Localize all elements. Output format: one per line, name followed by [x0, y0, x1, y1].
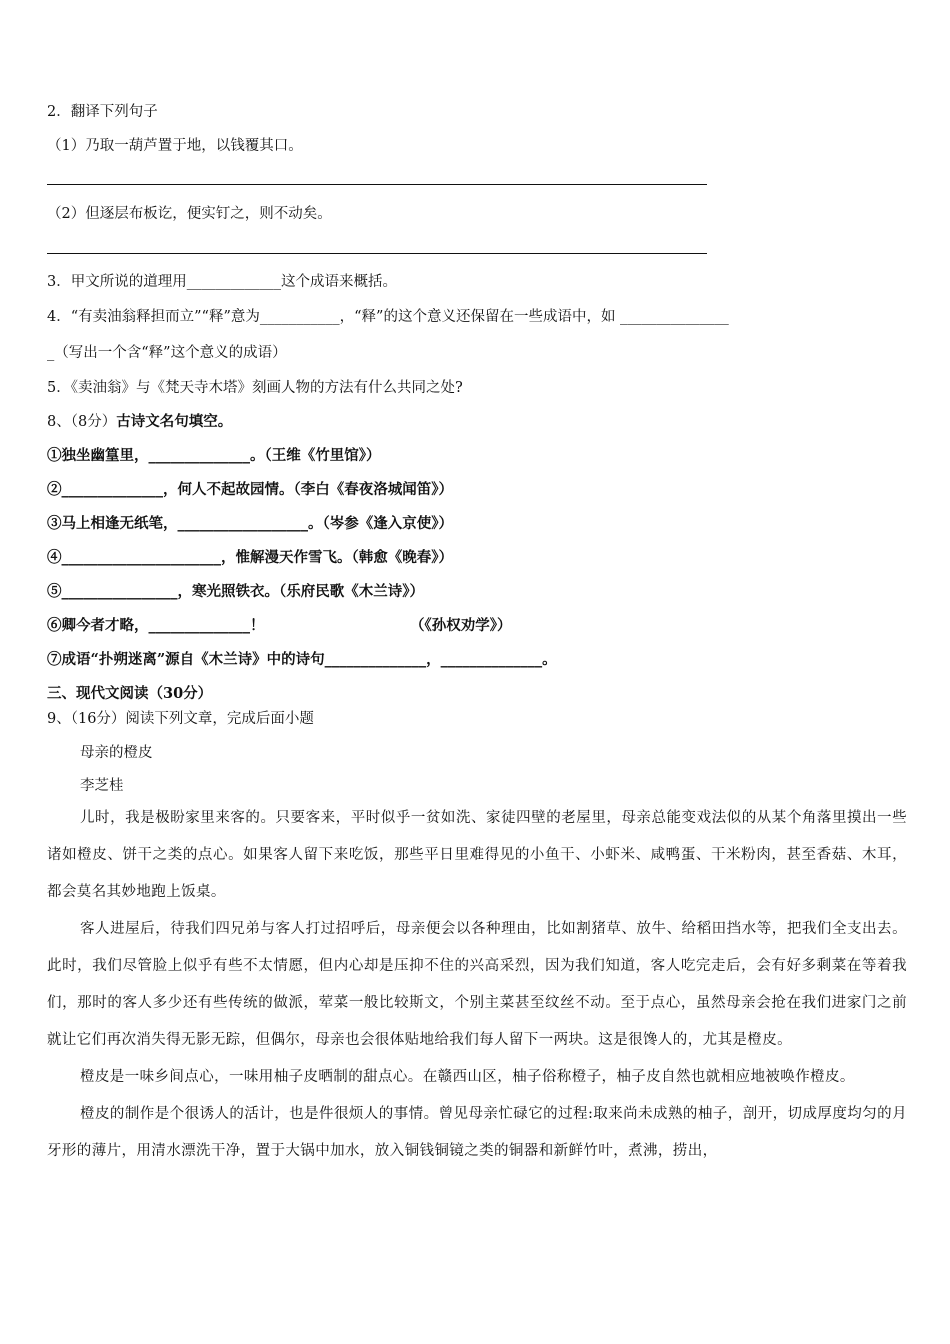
q8-header	[47, 412, 232, 432]
q8-title: 古诗文名句填空。	[116, 413, 233, 430]
q8-item-6-source: （《孙权劝学》）	[410, 617, 512, 634]
q8-item-6: ⑥卿今者才略，______________！	[47, 617, 265, 634]
q4-line-2: _（写出一个含“释”这个意义的成语）	[47, 345, 287, 361]
q8-item-7: ⑦成语“扑朔迷离”源自《木兰诗》中的诗句______________，______________。	[47, 651, 557, 668]
section-3-title: 三、现代文阅读（30分）	[47, 685, 213, 702]
q9: 9、（16分）阅读下列文章，完成后面小题	[47, 711, 314, 727]
answer-line-1	[47, 184, 707, 185]
q2-sentence-2: （2）但逐层布板讫，便实钉之，则不动矣。	[47, 206, 332, 222]
article-body	[47, 800, 907, 1170]
q8-item-2: ②______________，何人不起故园情。（李白《春夜洛城闻笛》）	[47, 481, 453, 498]
q8-item-1: ①独坐幽篁里，______________。（王维《竹里馆》）	[47, 447, 381, 464]
article-paragraph-3: 橙皮是一味乡间点心，一味用柚子皮晒制的甜点心。在赣西山区，柚子俗称橙子，柚子皮自然也就相应地被唤作橙皮。	[80, 1069, 855, 1085]
article-paragraph-2: 客人进屋后，待我们四兄弟与客人打过招呼后，母亲便会以各种理由，比如割猪草、放牛、给稻田挡水等，把我们全支出去。此时，我们尽管脸上似乎有些不太情愿，但内心却是压抑不住的兴高采烈，因为我们知道，客人吃完走后，会有好多剩菜在等着我们，那时的客人多少还有些传统的做派，荤菜一般比较斯文，个别主菜甚至纹丝不动。至于点心，虽然母亲会抢在我们进家门之前就让它们再次消失得无影无踪，但偶尔，母亲也会很体贴地给我们每人留下一两块。这是很馋人的，尤其是橙皮。	[47, 921, 907, 1048]
article-paragraph-1: 儿时，我是极盼家里来客的。只要客来，平时似乎一贫如洗、家徒四壁的老屋里，母亲总能变戏法似的从某个角落里摸出一些诸如橙皮、饼干之类的点心。如果客人留下来吃饭，那些平日里难得见的小鱼干、小虾米、咸鸭蛋、干米粉肉，甚至香菇、木耳，都会莫名其妙地跑上饭桌。	[47, 810, 907, 900]
q8-item-4: ④______________________，惟解漫天作雪飞。（韩愈《晚春》）	[47, 549, 453, 566]
answer-line-2	[47, 253, 707, 254]
q8-prefix: 8、（8分）	[47, 414, 117, 430]
q8-item-5: ⑤________________，寒光照铁衣。（乐府民歌《木兰诗》）	[47, 583, 424, 600]
article-author: 李芝桂	[80, 778, 124, 794]
q4-line-1: 4．“有卖油翁释担而立”“释”意为___________，“释”的这个意义还保留在一些成语中，如 _______________	[47, 309, 729, 325]
q5: 5．《卖油翁》与《梵天寺木塔》刻画人物的方法有什么共同之处?	[47, 380, 463, 396]
q3: 3．甲文所说的道理用_____________这个成语来概括。	[47, 274, 397, 290]
q2-title: 2．翻译下列句子	[47, 104, 158, 120]
q2-sentence-1: （1）乃取一葫芦置于地，以钱覆其口。	[47, 138, 303, 154]
article-paragraph-4: 橙皮的制作是个很诱人的活计，也是件很烦人的事情。曾见母亲忙碌它的过程:取来尚未成熟的柚子，剖开，切成厚度均匀的月牙形的薄片，用清水漂洗干净，置于大锅中加水，放入铜钱铜镜之类的铜器和新鲜竹叶，煮沸，捞出，	[47, 1106, 907, 1159]
q8-item-3: ③马上相逢无纸笔，__________________。（岑参《逢入京使》）	[47, 515, 453, 532]
article-title: 母亲的橙皮	[80, 745, 153, 761]
